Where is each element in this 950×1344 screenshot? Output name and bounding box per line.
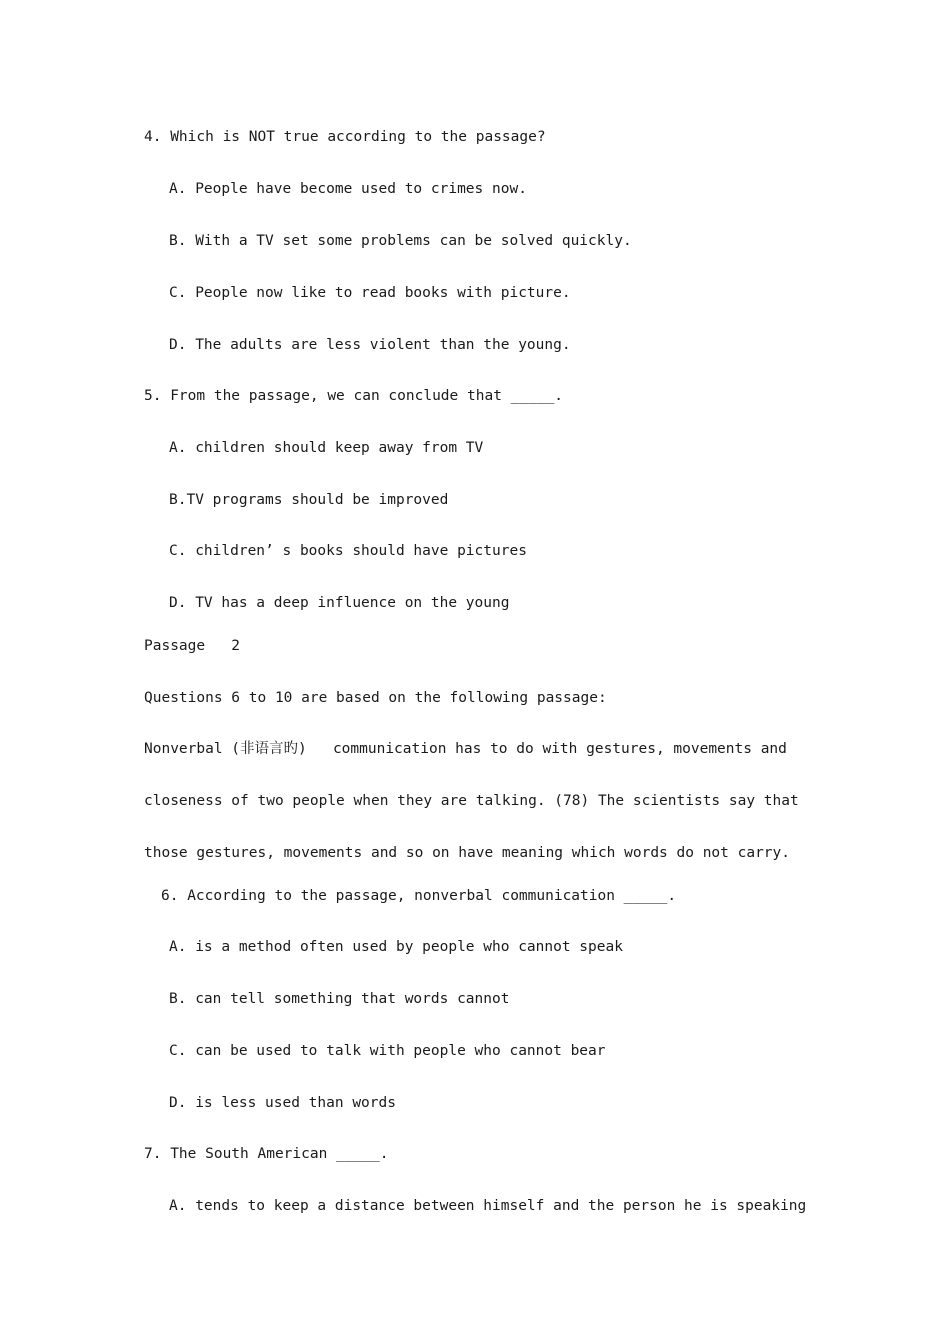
question-4-option-b: B. With a TV set some problems can be solved quickly. — [169, 233, 632, 249]
question-7-option-a: A. tends to keep a distance between himself and the person he is speaking — [169, 1198, 807, 1214]
passage-2-text-line: those gestures, movements and so on have meaning which words do not carry. — [144, 845, 791, 861]
question-5-option-a: A. children should keep away from TV — [169, 440, 484, 456]
question-6-option-c: C. can be used to talk with people who cannot bear — [169, 1043, 606, 1059]
question-6-option-b: B. can tell something that words cannot — [169, 991, 510, 1007]
question-4-stem: 4. Which is NOT true according to the passage? — [144, 129, 546, 145]
question-5-stem: 5. From the passage, we can conclude that _____. — [144, 388, 564, 404]
question-5-option-b: B.TV programs should be improved — [169, 492, 449, 508]
passage-2-text-line: closeness of two people when they are talking. (78) The scientists say that — [144, 793, 799, 809]
question-4-option-a: A. People have become used to crimes now. — [169, 181, 527, 197]
question-4-option-d: D. The adults are less violent than the young. — [169, 337, 571, 353]
question-6-option-d: D. is less used than words — [169, 1095, 396, 1111]
passage-2-title: Passage 2 — [144, 638, 241, 654]
question-4-option-c: C. People now like to read books with picture. — [169, 285, 571, 301]
question-5-option-d: D. TV has a deep influence on the young — [169, 595, 510, 611]
question-6-stem: 6. According to the passage, nonverbal communication _____. — [161, 888, 677, 904]
question-7-stem: 7. The South American _____. — [144, 1146, 389, 1162]
question-6-option-a: A. is a method often used by people who cannot speak — [169, 939, 623, 955]
question-5-option-c: C. children’ s books should have pictures — [169, 543, 527, 559]
passage-2-intro: Questions 6 to 10 are based on the following passage: — [144, 690, 607, 706]
passage-2-text-line: Nonverbal (非语言旳) communication has to do with gestures, movements and — [144, 741, 787, 757]
